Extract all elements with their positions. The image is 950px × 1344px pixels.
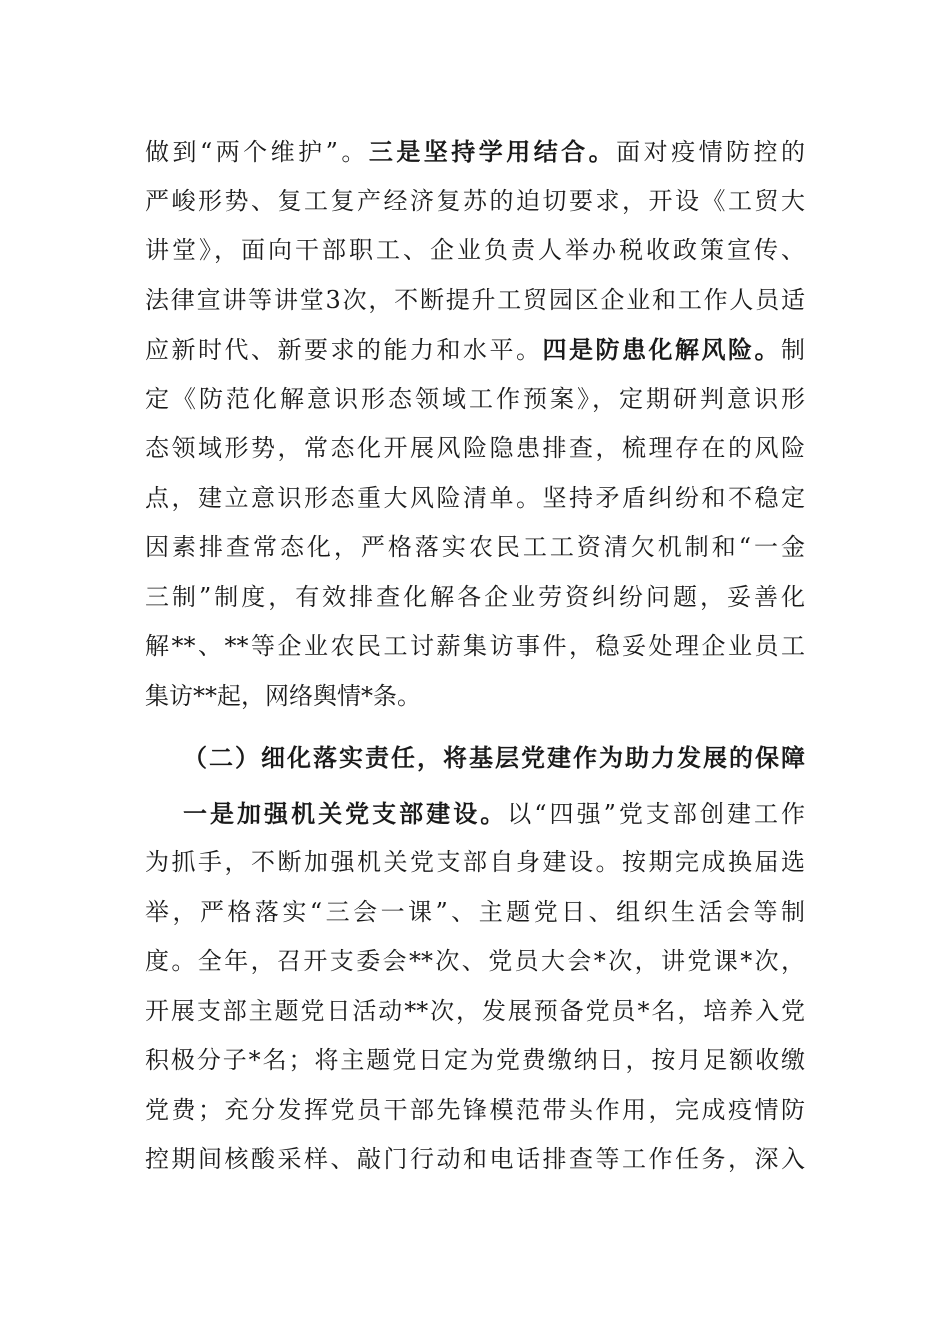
- text-line: [145, 937, 805, 987]
- text-run: 法律宣讲等讲堂3次，不断提升工贸园区企业和工作人员适: [145, 285, 805, 314]
- text-run: 制: [781, 336, 805, 364]
- text-line: [145, 838, 805, 888]
- bold-phrase: 三是坚持学用结合。: [368, 137, 617, 166]
- text-line: [145, 672, 805, 722]
- text-run: 点，建立意识形态重大风险清单。坚持矛盾纠纷和不稳定: [145, 483, 805, 512]
- document-page: [145, 127, 805, 1185]
- text-run: 积极分子*名；将主题党日定为党费缴纳日，按月足额收缴: [145, 1046, 805, 1074]
- text-run: 举，严格落实“三会一课”、主题党日、组织生活会等制: [145, 897, 805, 926]
- text-run: 解**、**等企业农民工讨薪集访事件，稳妥处理企业员工: [145, 632, 805, 660]
- text-line: [145, 573, 805, 623]
- text-line: [145, 1135, 805, 1185]
- text-line: [145, 226, 805, 276]
- text-run: 态领域形势，常态化开展风险隐患排查，梳理存在的风险: [145, 434, 805, 462]
- text-run: 因素排查常态化，严格落实农民工工资清欠机制和“一金: [145, 533, 805, 561]
- text-run: 定《防范化解意识形态领域工作预案》，定期研判意识形: [145, 384, 805, 413]
- text-line: [145, 375, 805, 425]
- text-run: 度。全年，召开支委会**次、党员大会*次，讲党课*次，: [145, 947, 805, 975]
- text-line: [145, 1086, 805, 1136]
- text-run: 党费；充分发挥党员干部先锋模范带头作用，完成疫情防: [145, 1095, 805, 1124]
- text-line: [145, 523, 805, 573]
- text-run: 三制”制度，有效排查化解各企业劳资纠纷问题，妥善化: [145, 582, 805, 611]
- text-run: 开展支部主题党日活动**次，发展预备党员*名，培养入党: [145, 996, 805, 1025]
- text-run: 面对疫情防控的: [616, 138, 805, 166]
- text-line: [145, 276, 805, 326]
- text-line: [145, 888, 805, 938]
- text-line: [145, 474, 805, 524]
- text-line: [145, 325, 805, 375]
- text-run: 为抓手，不断加强机关党支部自身建设。按期完成换届选: [145, 848, 805, 876]
- text-run: 应新时代、新要求的能力和水平。: [145, 336, 543, 364]
- text-line: [145, 127, 805, 177]
- text-run: 集访**起，网络舆情*条。: [145, 681, 421, 710]
- paragraph-party-branch: [145, 789, 805, 1185]
- bold-phrase: 一是加强机关党支部建设。: [183, 798, 508, 828]
- text-line: [145, 424, 805, 474]
- text-line: [145, 987, 805, 1037]
- section-heading: （二）细化落实责任，将基层党建作为助力发展的保障: [183, 743, 805, 772]
- text-run: 以“四强”党支部创建工作: [507, 799, 805, 828]
- text-line: [145, 177, 805, 227]
- text-run: 严峻形势、复工复产经济复苏的迫切要求，开设《工贸大: [145, 186, 805, 215]
- text-run: 讲堂》，面向干部职工、企业负责人举办税收政策宣传、: [145, 236, 805, 264]
- text-line: [145, 622, 805, 672]
- text-run: 控期间核酸采样、敲门行动和电话排查等工作任务，深入: [145, 1145, 805, 1173]
- paragraph-ideology-work: [145, 127, 805, 721]
- text-run: 做到“两个维护”。: [145, 138, 369, 166]
- bold-phrase: 四是防患化解风险。: [542, 335, 781, 364]
- text-line: [145, 1036, 805, 1086]
- text-line: [145, 789, 805, 839]
